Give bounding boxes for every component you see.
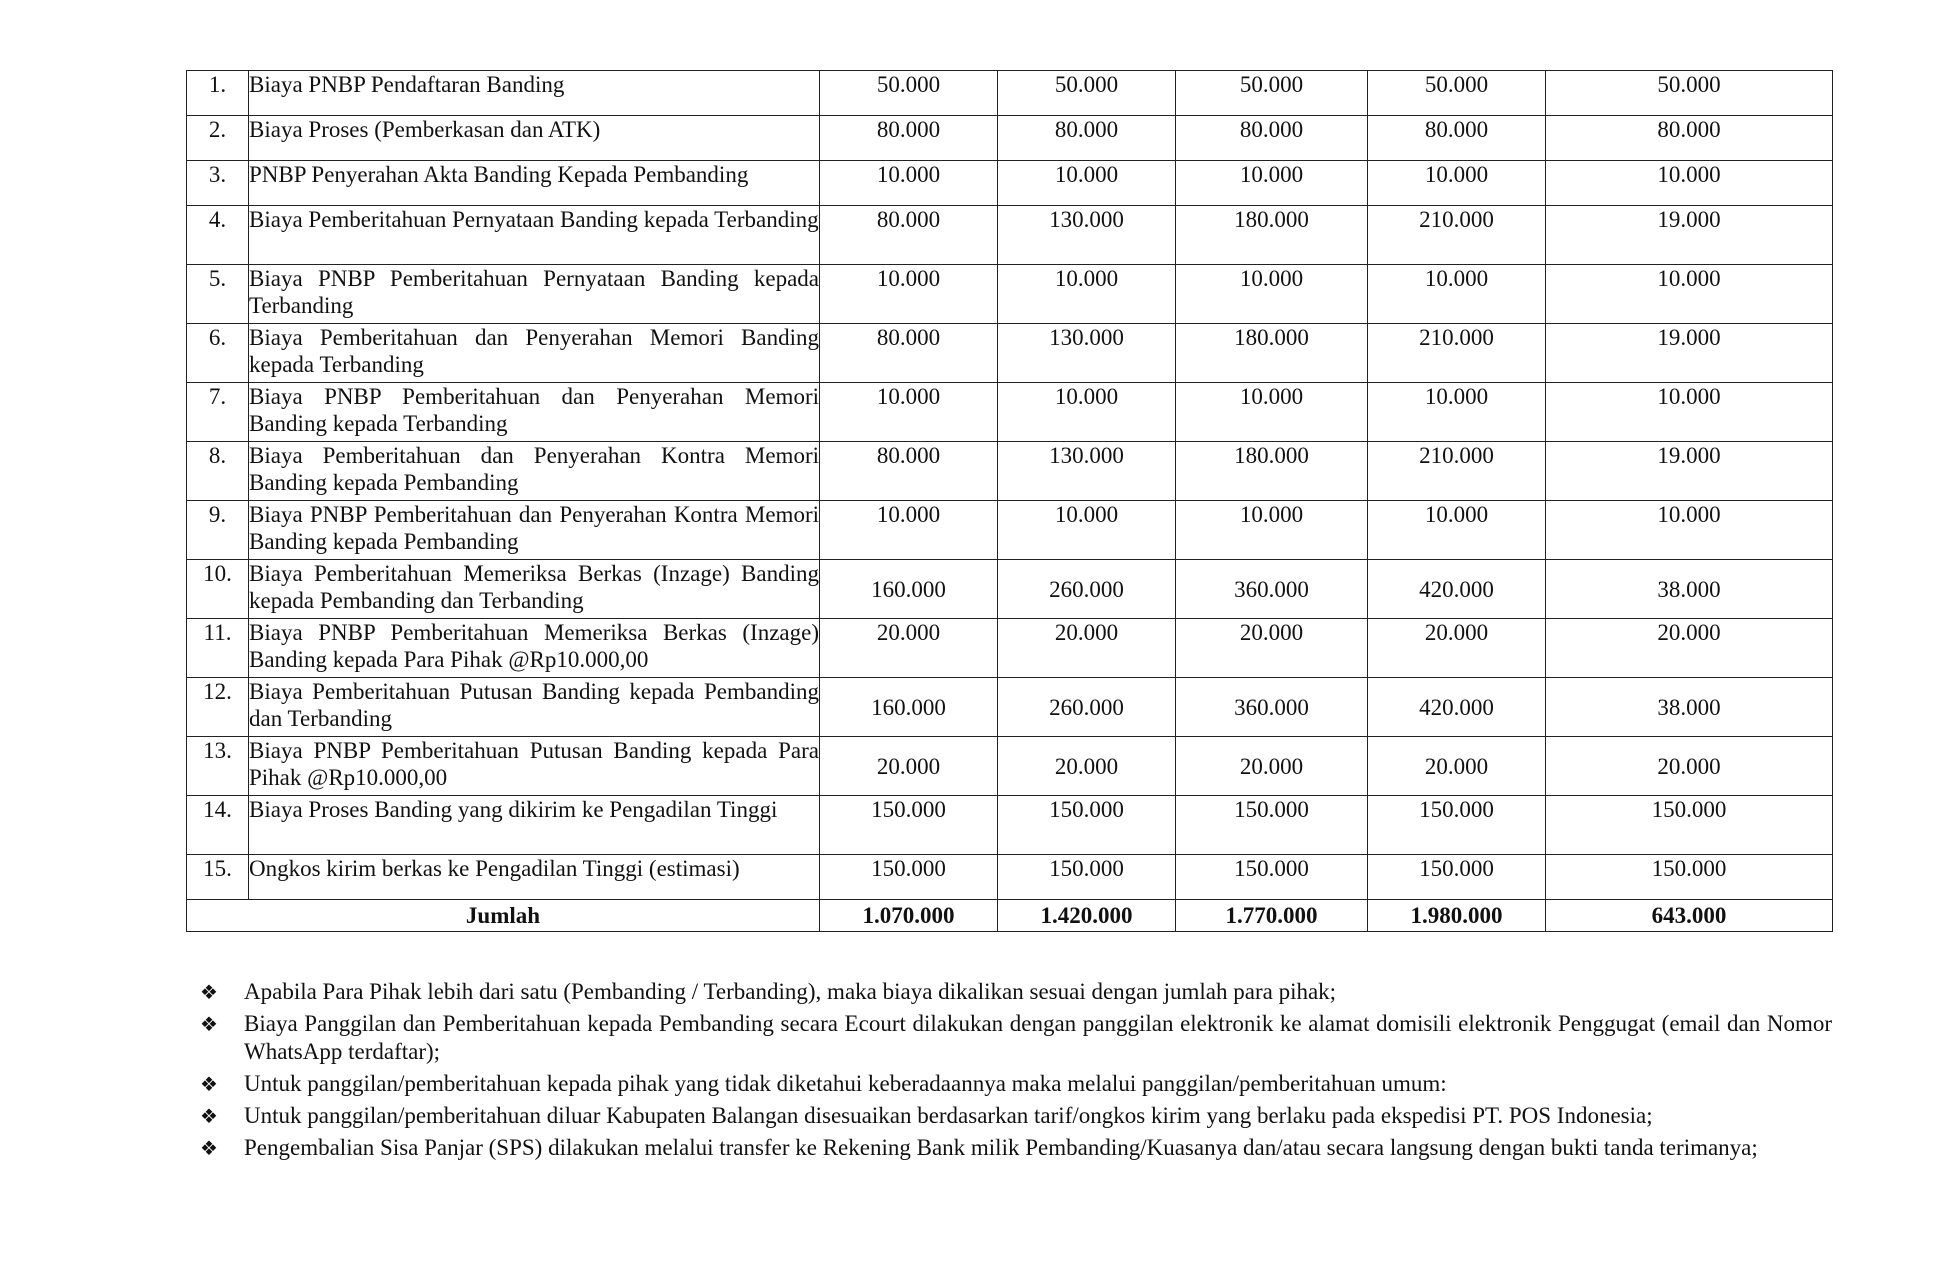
row-value: 10.000 [1368, 501, 1546, 560]
table-row [187, 116, 1833, 161]
diamond-bullet-icon: ❖ [200, 1104, 218, 1128]
row-value: 50.000 [998, 71, 1176, 116]
row-value: 80.000 [820, 324, 998, 383]
row-value: 360.000 [1176, 678, 1368, 737]
row-value: 260.000 [998, 678, 1176, 737]
row-value: 150.000 [998, 796, 1176, 855]
row-value: 10.000 [820, 501, 998, 560]
row-number: 3. [187, 161, 249, 206]
row-value: 80.000 [820, 116, 998, 161]
diamond-bullet-icon: ❖ [200, 1012, 218, 1036]
row-value: 50.000 [1176, 71, 1368, 116]
note-item [200, 1102, 1832, 1130]
row-value: 150.000 [1176, 796, 1368, 855]
table-row [187, 619, 1833, 678]
table-row [187, 71, 1833, 116]
row-value: 180.000 [1176, 442, 1368, 501]
row-value: 130.000 [998, 442, 1176, 501]
row-number: 12. [187, 678, 249, 737]
row-value: 10.000 [820, 161, 998, 206]
note-item [200, 978, 1832, 1006]
row-value: 20.000 [1176, 737, 1368, 796]
row-description: Ongkos kirim berkas ke Pengadilan Tinggi (estimasi) [249, 855, 820, 900]
row-value: 150.000 [820, 796, 998, 855]
cost-table [186, 70, 1833, 932]
row-value: 10.000 [1546, 383, 1833, 442]
row-value: 150.000 [1546, 855, 1833, 900]
row-value: 10.000 [1368, 383, 1546, 442]
total-row [187, 900, 1833, 932]
row-number: 15. [187, 855, 249, 900]
row-value: 19.000 [1546, 442, 1833, 501]
row-value: 130.000 [998, 206, 1176, 265]
row-value: 20.000 [1368, 737, 1546, 796]
row-description: Biaya PNBP Pemberitahuan Pernyataan Banding kepada Terbanding [249, 265, 820, 324]
total-value: 1.770.000 [1176, 900, 1368, 932]
cost-table-body [187, 71, 1833, 932]
row-description: PNBP Penyerahan Akta Banding Kepada Pembanding [249, 161, 820, 206]
row-value: 50.000 [1368, 71, 1546, 116]
row-value: 160.000 [820, 678, 998, 737]
row-value: 210.000 [1368, 206, 1546, 265]
row-number: 14. [187, 796, 249, 855]
notes-list [200, 978, 1832, 1166]
table-row [187, 737, 1833, 796]
row-description: Biaya Pemberitahuan dan Penyerahan Memori Banding kepada Terbanding [249, 324, 820, 383]
note-text: Untuk panggilan/pemberitahuan kepada pihak yang tidak diketahui keberadaannya maka melalui panggilan/pemberitahuan umum: [244, 1071, 1447, 1096]
row-number: 6. [187, 324, 249, 383]
row-description: Biaya PNBP Pemberitahuan Memeriksa Berkas (Inzage) Banding kepada Para Pihak @Rp10.000,00 [249, 619, 820, 678]
row-value: 260.000 [998, 560, 1176, 619]
row-value: 420.000 [1368, 560, 1546, 619]
row-value: 130.000 [998, 324, 1176, 383]
row-description: Biaya Pemberitahuan Putusan Banding kepada Pembanding dan Terbanding [249, 678, 820, 737]
row-value: 150.000 [820, 855, 998, 900]
row-value: 150.000 [1546, 796, 1833, 855]
row-value: 50.000 [820, 71, 998, 116]
row-description: Biaya PNBP Pemberitahuan dan Penyerahan Kontra Memori Banding kepada Pembanding [249, 501, 820, 560]
row-value: 20.000 [1368, 619, 1546, 678]
row-value: 10.000 [998, 501, 1176, 560]
row-value: 80.000 [998, 116, 1176, 161]
row-value: 150.000 [1176, 855, 1368, 900]
row-value: 20.000 [998, 737, 1176, 796]
row-description: Biaya PNBP Pemberitahuan dan Penyerahan Memori Banding kepada Terbanding [249, 383, 820, 442]
row-number: 5. [187, 265, 249, 324]
note-text: Apabila Para Pihak lebih dari satu (Pembanding / Terbanding), maka biaya dikalikan sesuai dengan jumlah para pihak; [244, 979, 1337, 1004]
row-value: 150.000 [1368, 855, 1546, 900]
row-value: 10.000 [1176, 383, 1368, 442]
table-row [187, 265, 1833, 324]
row-number: 2. [187, 116, 249, 161]
row-value: 10.000 [1546, 265, 1833, 324]
row-description: Biaya PNBP Pemberitahuan Putusan Banding kepada Para Pihak @Rp10.000,00 [249, 737, 820, 796]
row-value: 10.000 [820, 265, 998, 324]
note-item [200, 1070, 1832, 1098]
total-value: 1.980.000 [1368, 900, 1546, 932]
row-value: 80.000 [1546, 116, 1833, 161]
total-value: 643.000 [1546, 900, 1833, 932]
row-value: 10.000 [998, 383, 1176, 442]
row-description: Biaya Pemberitahuan dan Penyerahan Kontra Memori Banding kepada Pembanding [249, 442, 820, 501]
row-value: 50.000 [1546, 71, 1833, 116]
note-text: Untuk panggilan/pemberitahuan diluar Kabupaten Balangan disesuaikan berdasarkan tarif/ongkos kirim yang berlaku pada ekspedisi PT. POS Indonesia; [244, 1103, 1653, 1128]
row-description: Biaya Proses Banding yang dikirim ke Pengadilan Tinggi [249, 796, 820, 855]
note-text: Pengembalian Sisa Panjar (SPS) dilakukan melalui transfer ke Rekening Bank milik Pembanding/Kuasanya dan/atau secara langsung dengan bukti tanda terimanya; [244, 1135, 1758, 1160]
table-row [187, 560, 1833, 619]
row-value: 20.000 [1176, 619, 1368, 678]
table-row [187, 501, 1833, 560]
row-value: 10.000 [1368, 265, 1546, 324]
table-row [187, 796, 1833, 855]
row-description: Biaya Pemberitahuan Pernyataan Banding kepada Terbanding [249, 206, 820, 265]
row-number: 10. [187, 560, 249, 619]
row-value: 20.000 [998, 619, 1176, 678]
total-value: 1.420.000 [998, 900, 1176, 932]
row-value: 160.000 [820, 560, 998, 619]
row-value: 420.000 [1368, 678, 1546, 737]
row-value: 80.000 [820, 442, 998, 501]
row-number: 4. [187, 206, 249, 265]
row-number: 9. [187, 501, 249, 560]
note-item [200, 1134, 1832, 1162]
row-value: 210.000 [1368, 324, 1546, 383]
row-value: 10.000 [1176, 265, 1368, 324]
row-value: 80.000 [1176, 116, 1368, 161]
row-value: 360.000 [1176, 560, 1368, 619]
row-number: 7. [187, 383, 249, 442]
row-value: 210.000 [1368, 442, 1546, 501]
row-value: 20.000 [1546, 619, 1833, 678]
row-value: 20.000 [1546, 737, 1833, 796]
row-description: Biaya Pemberitahuan Memeriksa Berkas (Inzage) Banding kepada Pembanding dan Terbanding [249, 560, 820, 619]
row-value: 10.000 [820, 383, 998, 442]
table-row [187, 442, 1833, 501]
row-number: 11. [187, 619, 249, 678]
row-value: 20.000 [820, 619, 998, 678]
note-text: Biaya Panggilan dan Pemberitahuan kepada Pembanding secara Ecourt dilakukan dengan panggilan elektronik ke alamat domisili elektronik Penggugat (email dan Nomor WhatsApp terdaftar); [244, 1011, 1832, 1064]
table-row [187, 383, 1833, 442]
diamond-bullet-icon: ❖ [200, 1072, 218, 1096]
row-value: 10.000 [1368, 161, 1546, 206]
total-value: 1.070.000 [820, 900, 998, 932]
diamond-bullet-icon: ❖ [200, 980, 218, 1004]
row-number: 1. [187, 71, 249, 116]
row-value: 10.000 [1546, 161, 1833, 206]
row-value: 38.000 [1546, 678, 1833, 737]
row-description: Biaya PNBP Pendaftaran Banding [249, 71, 820, 116]
table-row [187, 324, 1833, 383]
row-value: 150.000 [1368, 796, 1546, 855]
row-value: 80.000 [820, 206, 998, 265]
diamond-bullet-icon: ❖ [200, 1136, 218, 1160]
row-value: 38.000 [1546, 560, 1833, 619]
row-value: 180.000 [1176, 324, 1368, 383]
row-value: 19.000 [1546, 206, 1833, 265]
row-number: 13. [187, 737, 249, 796]
total-label: Jumlah [187, 900, 820, 932]
row-value: 10.000 [998, 265, 1176, 324]
row-number: 8. [187, 442, 249, 501]
row-value: 10.000 [1546, 501, 1833, 560]
row-value: 180.000 [1176, 206, 1368, 265]
table-row [187, 855, 1833, 900]
table-row [187, 206, 1833, 265]
note-item [200, 1010, 1832, 1066]
table-row [187, 678, 1833, 737]
row-description: Biaya Proses (Pemberkasan dan ATK) [249, 116, 820, 161]
row-value: 19.000 [1546, 324, 1833, 383]
row-value: 10.000 [998, 161, 1176, 206]
row-value: 150.000 [998, 855, 1176, 900]
row-value: 20.000 [820, 737, 998, 796]
table-row [187, 161, 1833, 206]
row-value: 10.000 [1176, 161, 1368, 206]
row-value: 10.000 [1176, 501, 1368, 560]
row-value: 80.000 [1368, 116, 1546, 161]
